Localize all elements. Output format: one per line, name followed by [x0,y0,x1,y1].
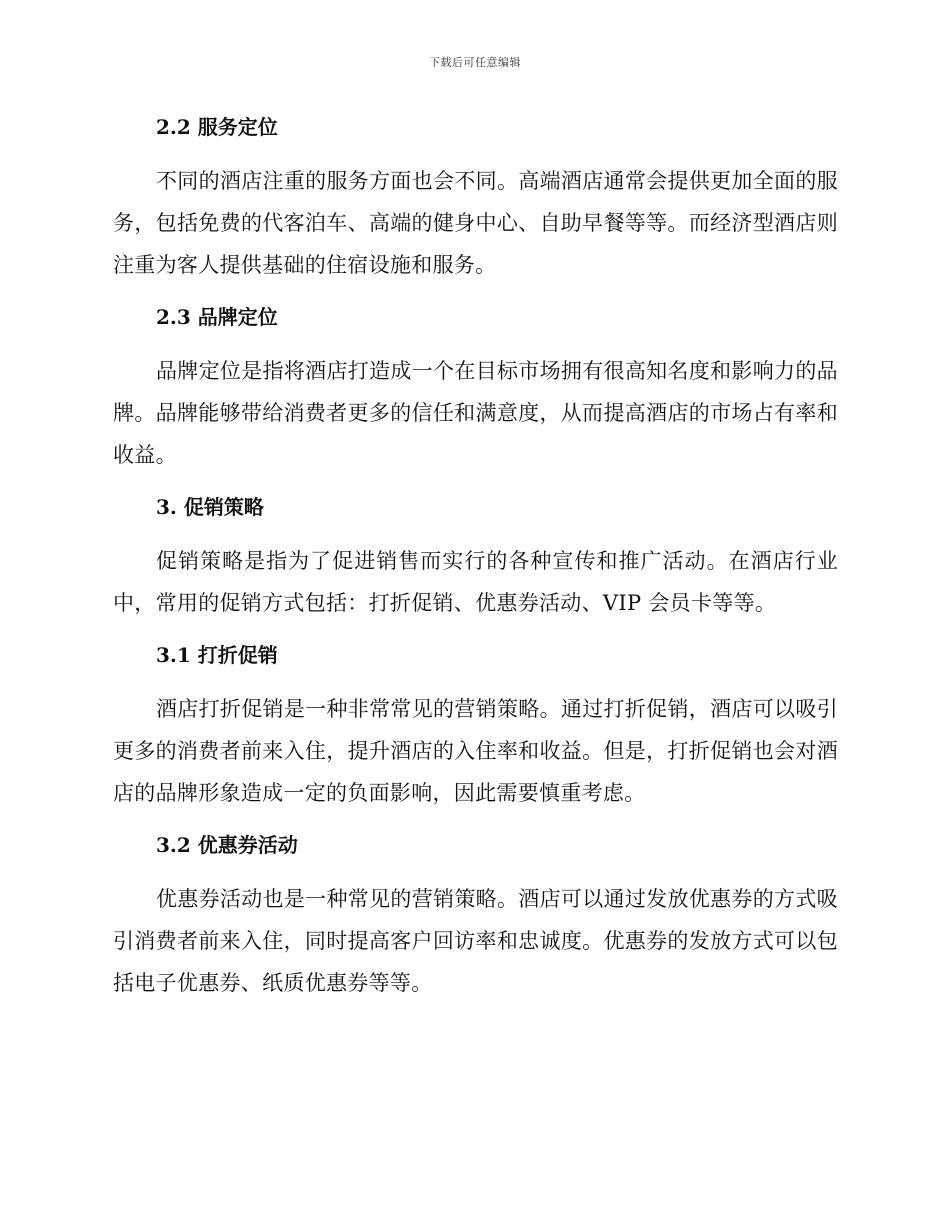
section-heading: 2.2 服务定位 [156,115,278,139]
section-3-1 [113,636,838,814]
section-3 [113,488,838,624]
section-2-2 [113,108,838,286]
section-paragraph: 酒店打折促销是一种非常常见的营销策略。通过打折促销，酒店可以吸引更多的消费者前来入住，提升酒店的入住率和收益。但是，打折促销也会对酒店的品牌形象造成一定的负面影响，因此需要慎重考虑。 [113,697,838,805]
section-paragraph: 品牌定位是指将酒店打造成一个在目标市场拥有很高知名度和影响力的品牌。品牌能够带给消费者更多的信任和满意度，从而提高酒店的市场占有率和收益。 [113,359,838,467]
section-3-2 [113,826,838,1004]
section-paragraph: 优惠券活动也是一种常见的营销策略。酒店可以通过发放优惠券的方式吸引消费者前来入住，同时提高客户回访率和忠诚度。优惠券的发放方式可以包括电子优惠券、纸质优惠券等等。 [113,887,838,995]
section-2-3 [113,298,838,476]
section-paragraph: 不同的酒店注重的服务方面也会不同。高端酒店通常会提供更加全面的服务，包括免费的代客泊车、高端的健身中心、自助早餐等等。而经济型酒店则注重为客人提供基础的住宿设施和服务。 [113,169,838,277]
section-paragraph: 促销策略是指为了促进销售而实行的各种宣传和推广活动。在酒店行业中，常用的促销方式包括：打折促销、优惠券活动、VIP 会员卡等等。 [113,549,838,615]
section-heading: 3. 促销策略 [156,495,264,519]
page-header: 下载后可任意编辑 [429,56,521,69]
section-heading: 3.1 打折促销 [156,643,278,667]
document-body [113,108,838,1016]
section-heading: 2.3 品牌定位 [156,305,278,329]
section-heading: 3.2 优惠券活动 [156,833,298,857]
